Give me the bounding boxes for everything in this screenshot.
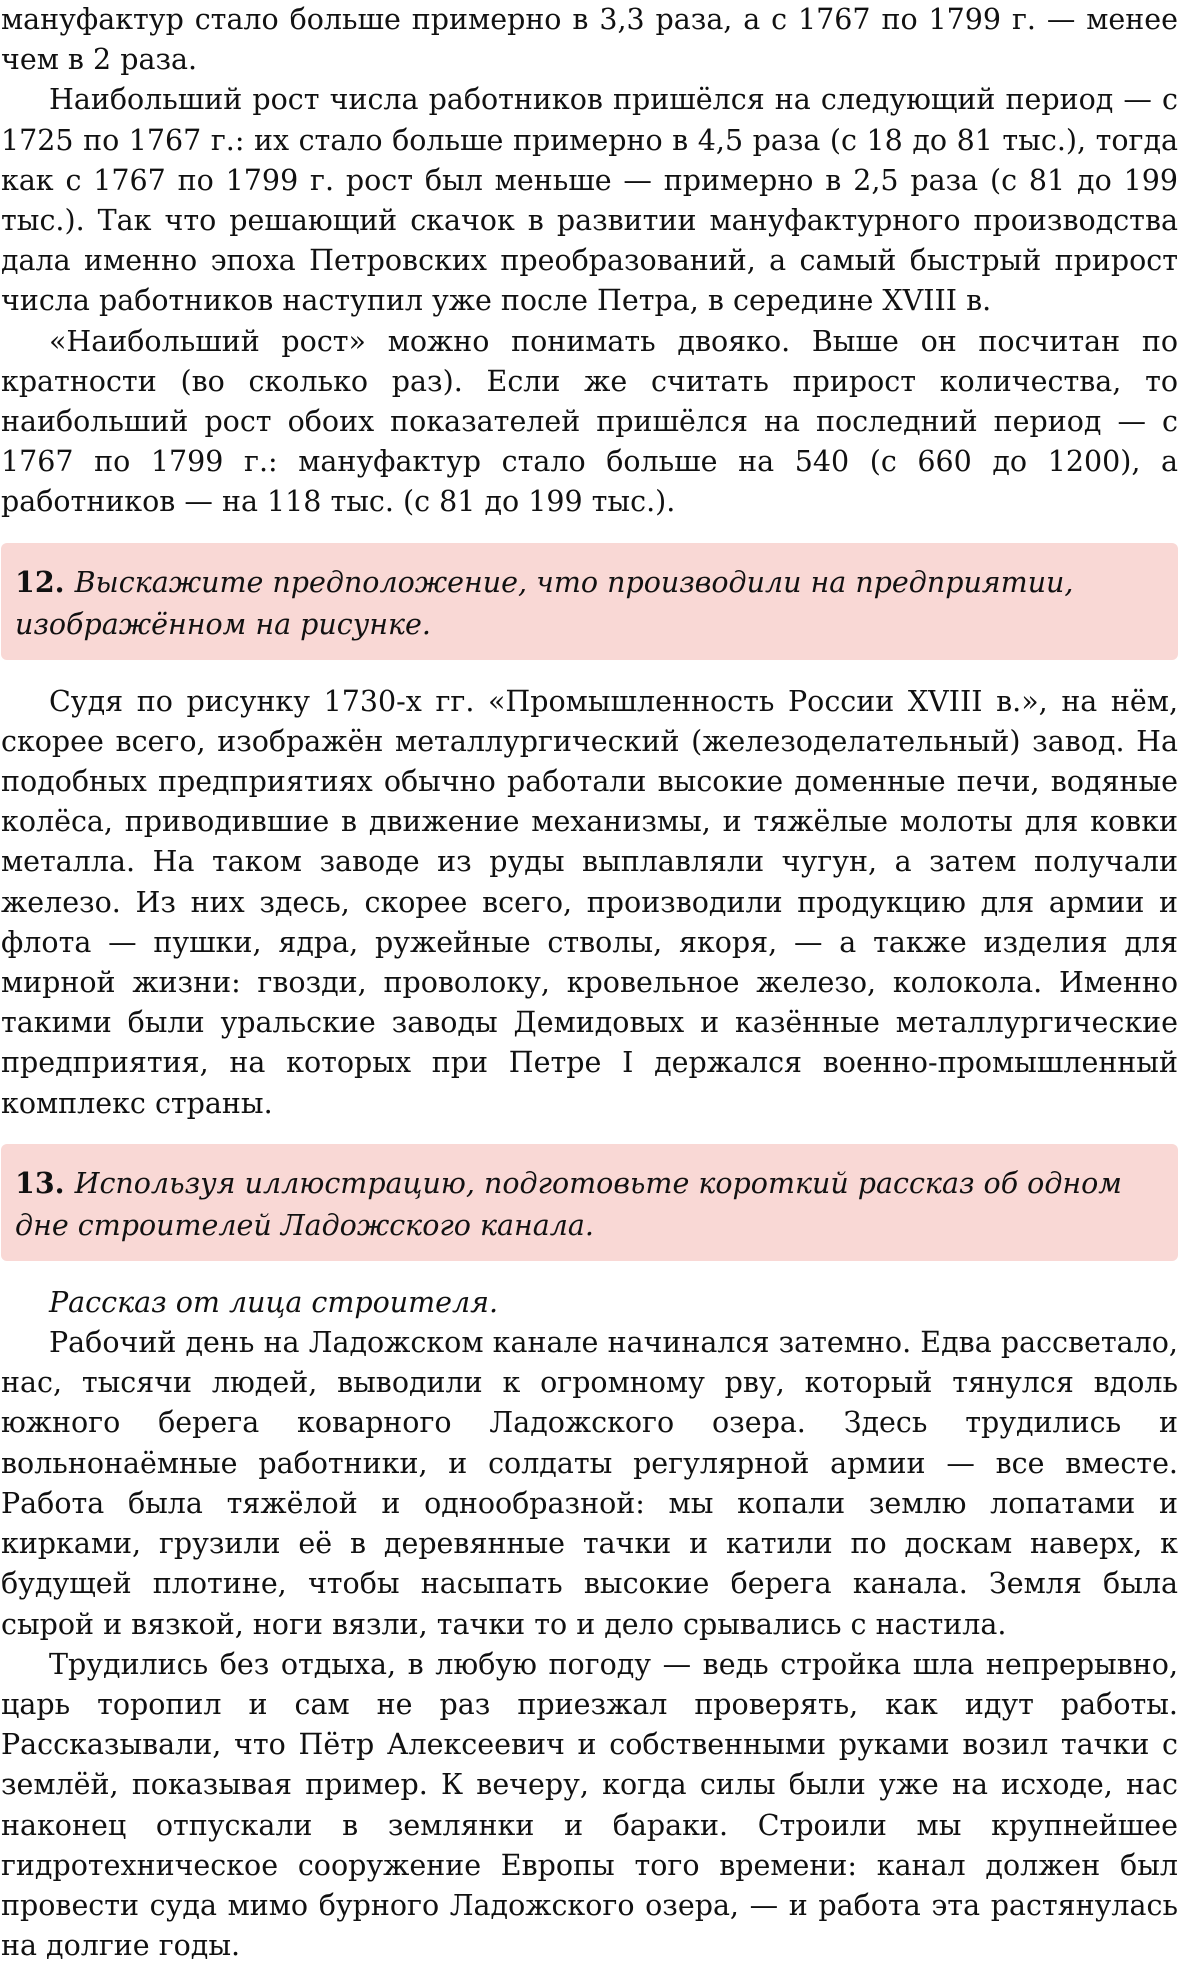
answer-subtitle: Рассказ от лица строителя. xyxy=(49,1285,499,1319)
task-box-13 xyxy=(1,1144,1178,1261)
answer-paragraph: Судя по рисунку 1730-х гг. «Промышленность России XVIII в.», на нём, скорее всего, изображён металлургический (железоделательный) завод. На подобных предприятиях обычно работали высокие доменные печи, водяные колёса, приводившие в движение механизмы, и тяжёлые молоты для ковки металла. На таком заводе из руды выплавляли чугун, а затем получали железо. Из них здесь, скорее всего, производили продукцию для армии и флота — пушки, ядра, ружейные стволы, якоря, — а также изделия для мирной жизни: гвозди, проволоку, кровельное железо, колокола. Именно такими были уральские заводы Демидовых и казённые металлургические предприятия, на которых при Петре I держался военно-промышленный комплекс страны. xyxy=(1,684,1178,1120)
paragraph: Наибольший рост числа работников пришёлся на следующий период — с 1725 по 1767 г.: их стало больше примерно в 4,5 раза (с 18 до 81 тыс.), тогда как с 1767 по 1799 г. рост был меньше — примерно в 2,5 раза (с 81 до 199 тыс.). Так что решающий скачок в развитии мануфактурного производства дала именно эпоха Петровских преобразований, а самый быстрый прирост числа работников наступил уже после Петра, в середине XVIII в. xyxy=(1,83,1178,318)
answer-paragraph: Трудились без отдыха, в любую погоду — ведь стройка шла непрерывно, царь торопил и сам не раз приезжал проверять, как идут работы. Рассказывали, что Пётр Алексеевич и собственными руками возил тачки с землёй, показывая пример. К вечеру, когда силы были уже на исходе, нас наконец отпускали в землянки и бараки. Строили мы крупнейшее гидротехническое сооружение Европы того времени: канал должен был провести суда мимо бурного Ладожского озера, — и работа эта растянулась на долгие годы. xyxy=(1,1647,1178,1963)
answer-paragraph: Рабочий день на Ладожском канале начинался затемно. Едва рассветало, нас, тысячи людей, выводили к огромному рву, который тянулся вдоль южного берега коварного Ладожского озера. Здесь трудились и вольнонаёмные работники, и солдаты регулярной армии — все вместе. Работа была тяжёлой и однообразной: мы копали землю лопатами и кирками, грузили её в деревянные тачки и катили по доскам наверх, к будущей плотине, чтобы насыпать высокие берега канала. Земля была сырой и вязкой, ноги вязли, тачки то и дело срывались с настила. xyxy=(1,1326,1178,1641)
task-text: Выскажите предположение, что производили на предприятии, изображённом на рисунке. xyxy=(15,565,1074,641)
paragraph: мануфактур стало больше примерно в 3,3 раза, а с 1767 по 1799 г. — менее чем в 2 раза. xyxy=(1,3,1178,77)
paragraph: «Наибольший рост» можно понимать двояко. Выше он посчитан по кратности (во сколько раз). Если же считать прирост количества, то наибольший рост обоих показателей пришёлся на последний период — с 1767 по 1799 г.: мануфактур стало больше на 540 (с 660 до 1200), а работников — на 118 тыс. (с 81 до 199 тыс.). xyxy=(1,324,1178,519)
task-number: 12. xyxy=(15,564,65,599)
task-text: Используя иллюстрацию, подготовьте короткий рассказ об одном дне строителей Ладожского канала. xyxy=(15,1166,1122,1242)
task-box-12 xyxy=(1,543,1178,660)
task-number: 13. xyxy=(15,1165,65,1200)
